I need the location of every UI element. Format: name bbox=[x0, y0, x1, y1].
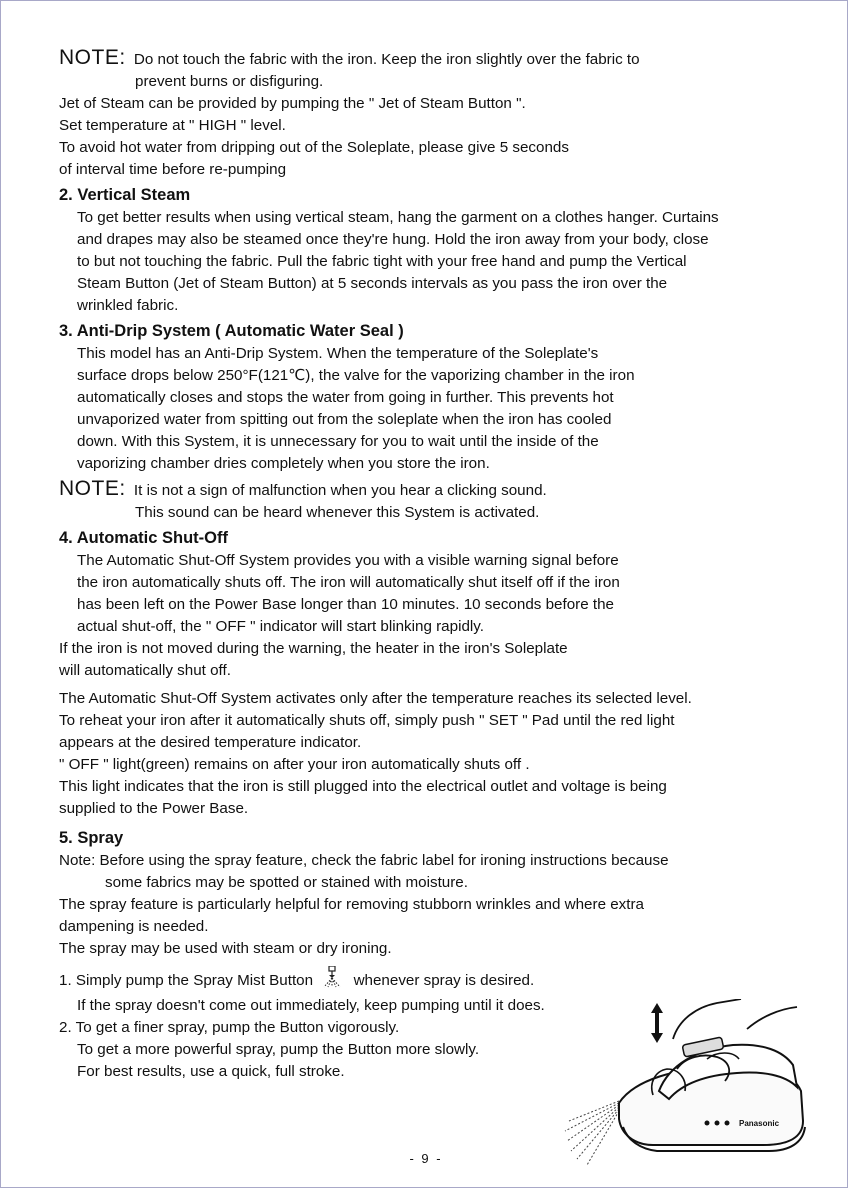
section-4-line: will automatically shut off. bbox=[59, 662, 231, 679]
section-4-line: the iron automatically shuts off. The iron will automatically shut itself off if the iron bbox=[77, 574, 620, 591]
intro-line: To avoid hot water from dripping out of the Soleplate, please give 5 seconds bbox=[59, 139, 569, 156]
section-2-heading: 2. Vertical Steam bbox=[59, 186, 191, 204]
step-1-text-a: 1. Simply pump the Spray Mist Button bbox=[59, 972, 314, 989]
spray-mist-icon bbox=[321, 966, 343, 995]
section-4-heading: 4. Automatic Shut-Off bbox=[59, 529, 228, 547]
section-2-line: to but not touching the fabric. Pull the fabric tight with your free hand and pump the Vertical bbox=[77, 253, 687, 270]
iron-spray-illustration bbox=[557, 999, 811, 1171]
section-3-line: vaporizing chamber dries completely when you store the iron. bbox=[77, 455, 490, 472]
section-4-line: If the iron is not moved during the warning, the heater in the iron's Soleplate bbox=[59, 640, 568, 657]
section-2-line: and drapes may also be steamed once they're hung. Hold the iron away from your body, close bbox=[77, 231, 709, 248]
section-4-line: " OFF " light(green) remains on after your iron automatically shuts off . bbox=[59, 756, 530, 773]
step-1-text-b: whenever spray is desired. bbox=[353, 972, 535, 989]
section-4-line: supplied to the Power Base. bbox=[59, 800, 249, 817]
section-3-line: surface drops below 250°F(121℃), the valve for the vaporizing chamber in the iron bbox=[77, 367, 635, 384]
section-5-step-2-line: To get a more powerful spray, pump the Button more slowly. bbox=[77, 1041, 480, 1058]
section-3-line: automatically closes and stops the water from going in further. This prevents hot bbox=[77, 389, 614, 406]
section-5-step-1-line: If the spray doesn't come out immediately, keep pumping until it does. bbox=[77, 997, 545, 1014]
page-number: - 9 - bbox=[409, 1151, 443, 1166]
section-5-note-line-1: Note: Before using the spray feature, check the fabric label for ironing instructions because bbox=[59, 852, 669, 869]
section-5-note-line-2: some fabrics may be spotted or stained with moisture. bbox=[105, 874, 468, 891]
section-2-line: To get better results when using vertical steam, hang the garment on a clothes hanger. Curtains bbox=[77, 209, 719, 226]
section-4-line: The Automatic Shut-Off System activates only after the temperature reaches its selected level. bbox=[59, 690, 692, 707]
section-2-line: wrinkled fabric. bbox=[77, 297, 179, 314]
note-1-line-2: prevent burns or disfiguring. bbox=[135, 73, 324, 90]
section-3-line: down. With this System, it is unnecessary for you to wait until the inside of the bbox=[77, 433, 599, 450]
note-2-head: NOTE: bbox=[59, 477, 126, 500]
note-2-line-2: This sound can be heard whenever this System is activated. bbox=[135, 504, 540, 521]
note-1-head: NOTE: bbox=[59, 46, 126, 69]
page-content bbox=[59, 47, 809, 1083]
section-2-line: Steam Button (Jet of Steam Button) at 5 seconds intervals as you pass the iron over the bbox=[77, 275, 668, 292]
section-5-line: The spray feature is particularly helpful for removing stubborn wrinkles and where extra bbox=[59, 896, 644, 913]
note-1 bbox=[59, 47, 809, 71]
pump-direction-arrow bbox=[651, 1003, 663, 1043]
section-4-line: This light indicates that the iron is still plugged into the electrical outlet and voltage is being bbox=[59, 778, 667, 795]
section-4-line: appears at the desired temperature indicator. bbox=[59, 734, 362, 751]
section-4-line: has been left on the Power Base longer than 10 minutes. 10 seconds before the bbox=[77, 596, 614, 613]
section-4-line: actual shut-off, the " OFF " indicator will start blinking rapidly. bbox=[77, 618, 484, 635]
note-1-line-1: Do not touch the fabric with the iron. Keep the iron slightly over the fabric to bbox=[133, 51, 640, 68]
section-5-step-2-line: For best results, use a quick, full stroke. bbox=[77, 1063, 345, 1080]
iron-brand-label: Panasonic bbox=[739, 1119, 780, 1128]
section-4-line: The Automatic Shut-Off System provides you with a visible warning signal before bbox=[77, 552, 619, 569]
intro-line: Set temperature at " HIGH " level. bbox=[59, 117, 286, 134]
section-4-line: To reheat your iron after it automatically shuts off, simply push " SET " Pad until the red light bbox=[59, 712, 675, 729]
section-3-heading: 3. Anti-Drip System ( Automatic Water Seal ) bbox=[59, 322, 404, 340]
intro-line: of interval time before re-pumping bbox=[59, 161, 287, 178]
section-5-line: The spray may be used with steam or dry ironing. bbox=[59, 940, 392, 957]
note-2-line-1: It is not a sign of malfunction when you hear a clicking sound. bbox=[133, 482, 547, 499]
section-5-heading: 5. Spray bbox=[59, 829, 124, 847]
section-3-line: unvaporized water from spitting out from the soleplate when the iron has cooled bbox=[77, 411, 612, 428]
intro-line: Jet of Steam can be provided by pumping the " Jet of Steam Button ". bbox=[59, 95, 526, 112]
section-5-line: dampening is needed. bbox=[59, 918, 209, 935]
section-3-line: This model has an Anti-Drip System. When the temperature of the Soleplate's bbox=[77, 345, 599, 362]
section-5-step-1 bbox=[59, 966, 809, 995]
section-5-step-2: 2. To get a finer spray, pump the Button vigorously. bbox=[59, 1019, 400, 1036]
note-2 bbox=[59, 478, 809, 502]
